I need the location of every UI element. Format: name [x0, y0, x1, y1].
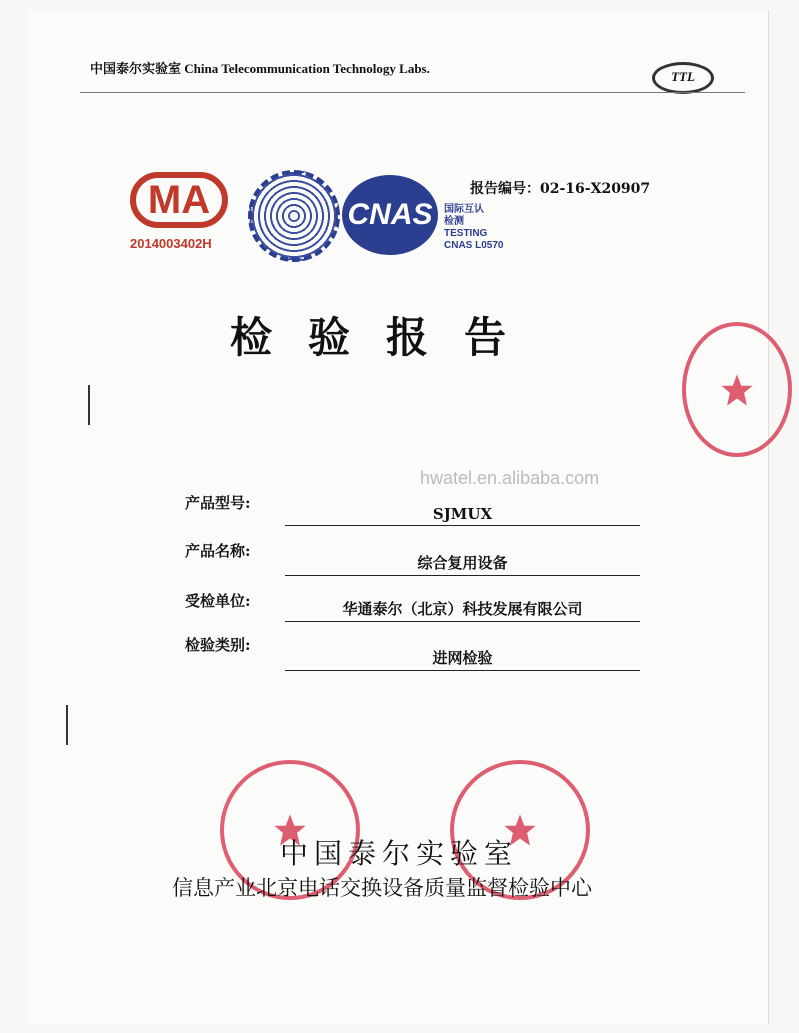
ttl-logo: TTL — [652, 62, 714, 94]
star-icon — [720, 373, 754, 407]
watermark: hwatel.en.alibaba.com — [420, 468, 600, 488]
field-value-company: 华通泰尔（北京）科技发展有限公司 — [285, 598, 640, 622]
organization-fullname: 信息产业北京电话交换设备质量监督检验中心 — [172, 876, 592, 900]
cma-logo — [130, 172, 228, 228]
field-label-name: 产品名称: — [185, 542, 251, 560]
organization-name: 中国泰尔实验室 — [280, 837, 519, 870]
page-title: 检验报告 — [230, 313, 543, 362]
field-value-model: SJMUX — [285, 505, 640, 526]
header-divider — [80, 92, 745, 93]
letterhead: 中国泰尔实验室 China Telecommunication Technology Labs. — [90, 61, 430, 76]
field-value-type: 进网检验 — [285, 647, 640, 671]
binding-mark — [66, 705, 68, 745]
cnas-text — [444, 204, 503, 252]
cnas-line: TESTING — [444, 228, 488, 239]
field-label-company: 受检单位: — [185, 592, 251, 610]
report-number: 报告编号：02-16-X20907 — [470, 181, 651, 197]
field-value-name: 综合复用设备 — [285, 552, 640, 576]
binding-mark — [88, 385, 90, 425]
field-label-model: 产品型号: — [185, 494, 251, 512]
field-label-type: 检验类别: — [185, 636, 251, 654]
cma-number: 2014003402H — [130, 236, 212, 251]
cma-logo-text: MA — [147, 178, 211, 222]
cnas-logo: CNAS — [342, 175, 438, 255]
red-stamp-icon — [682, 322, 792, 457]
cnas-line: 检测 — [444, 216, 464, 227]
accreditation-seal-icon — [248, 170, 340, 262]
cnas-line: 国际互认 — [444, 204, 484, 215]
cnas-line: CNAS L0570 — [444, 240, 504, 251]
